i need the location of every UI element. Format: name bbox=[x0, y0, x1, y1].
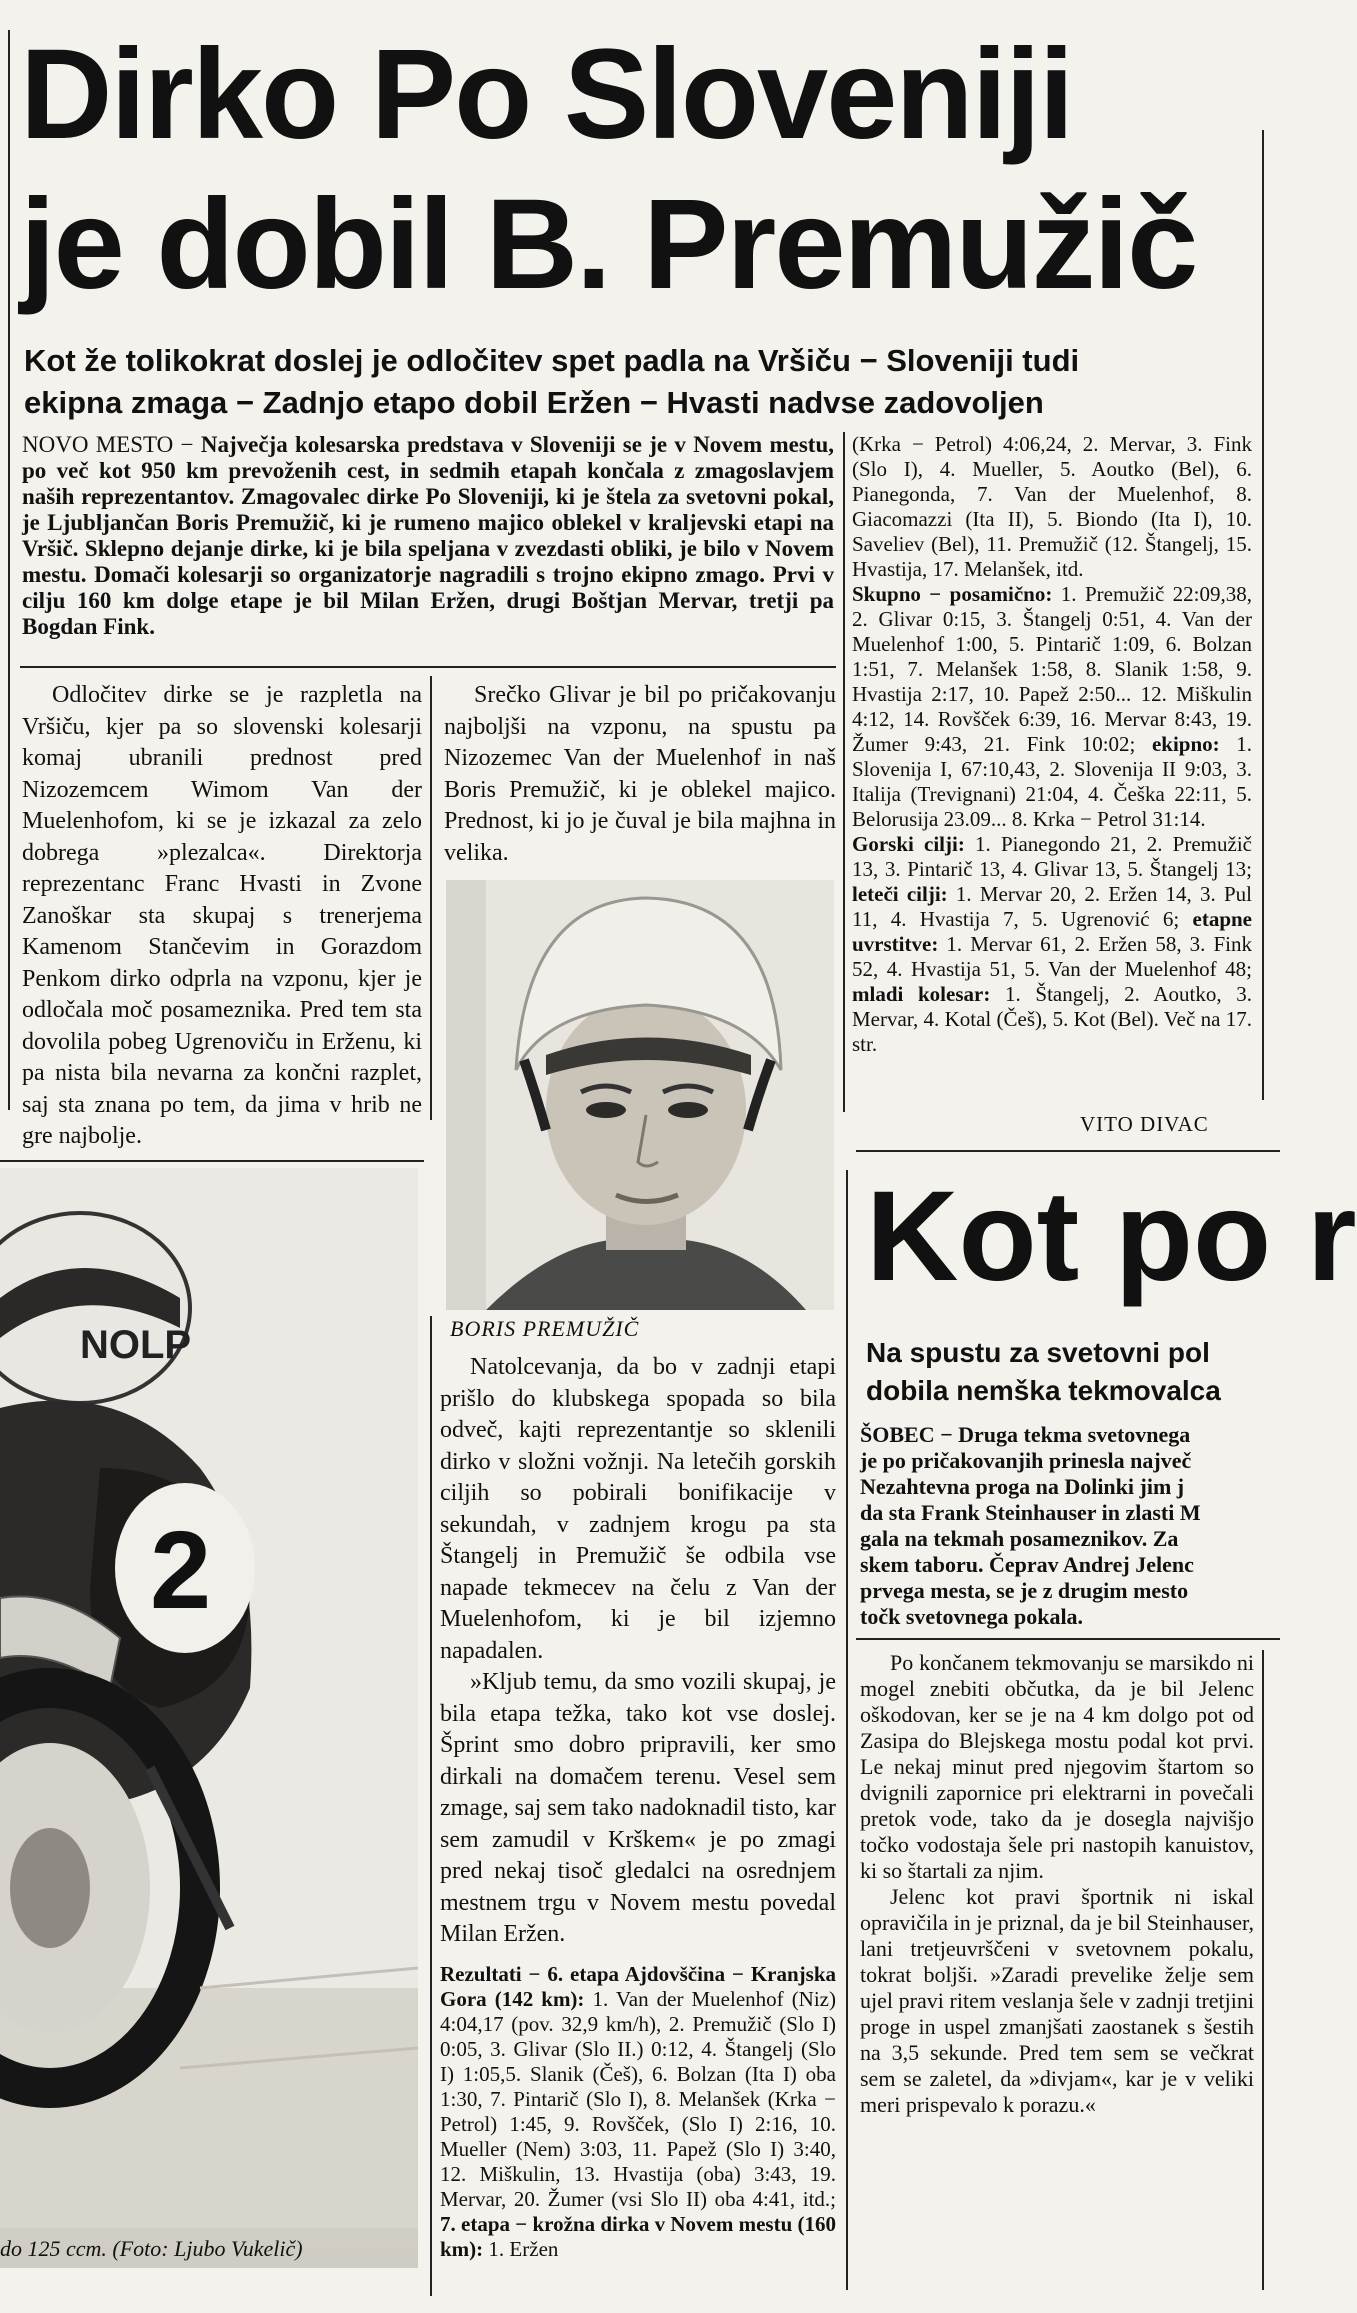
lead-paragraph bbox=[22, 432, 834, 640]
portrait-caption: BORIS PREMUŽIČ bbox=[450, 1316, 640, 1341]
results-text: 1. Van der Muelenhof (Niz) 4:04,17 (pov. 32,9 km/h), 2. Premužič (Slo I) 0:05, 3. Glivar (Slo II.) 0:12, 4. Štangelj (Slo I) 1:05,5. Slanik (Češ), 6. Bolzan (Ita I) oba 1:30, 7. Pintarič (Slo I), 8. Melanšek (Krka − Petrol) 1:45, 9. Rovšček, (Slo I) 2:16, 10. Mueller (Nem) 3:03, 11. Papež (Slo I) 3:40, 12. Miškulin, 13. Hvastija (oba) 3:43, 19. Mervar, 20. Žumer (vsi Slo II) oba 4:41, itd.; bbox=[440, 1987, 836, 2211]
svg-text:NOLP: NOLP bbox=[80, 1323, 192, 1367]
second-lead-line-8: točk svetovnega pokala. bbox=[860, 1604, 1084, 1629]
second-lead-line-5: gala na tekmah posameznikov. Za bbox=[860, 1526, 1179, 1551]
lead-dateline: NOVO MESTO − bbox=[22, 432, 194, 457]
second-lead-line-2: je po pričakovanjih prinesla največ bbox=[860, 1448, 1192, 1473]
second-lead-line-3: Nezahtevna proga na Dolinki jim j bbox=[860, 1474, 1185, 1499]
motorcycle-photo bbox=[0, 1168, 418, 2268]
column-2-top bbox=[444, 680, 836, 869]
mountain-label: Gorski cilji: bbox=[852, 832, 965, 856]
young-text: 1. Štangelj, 2. Aoutko, 3. Mervar, 4. Kotal (Češ), 5. Kot (Bel). Več na 17. str. bbox=[852, 982, 1253, 1056]
second-article-subheadline bbox=[866, 1334, 1280, 1410]
svg-text:2: 2 bbox=[150, 1509, 212, 1632]
second-article-body bbox=[860, 1650, 1254, 2118]
young-label: mladi kolesar: bbox=[852, 982, 991, 1006]
sprint-label: leteči cilji: bbox=[852, 882, 948, 906]
overall-text: 1. Premužič 22:09,38, 2. Glivar 0:15, 3. Štangelj 0:51, 4. Van der Muelenhof 1:00, 5. Pintarič 1:09, 6. Bolzan 1:51, 7. Melanšek 1:58, 8. Slanik 1:58, 9. Hvastija 2:17, 10. Papež 2:50... 12. Miškulin 4:12, 14. Rovšček 6:39, 16. Mervar 8:43, 19. Žumer 9:43, 21. Fink 10:02; bbox=[852, 582, 1253, 756]
column-separator-1 bbox=[430, 676, 432, 1120]
mountain-text: 1. Pianegondo 21, 2. Premužič 13, 3. Pintarič 13, 4. Glivar 13, 5. Štangelj 13; bbox=[852, 832, 1252, 881]
portrait-image bbox=[446, 880, 834, 1310]
left-border-rule bbox=[8, 30, 10, 1110]
motorcycle-caption: do 125 ccm. (Foto: Ljubo Vukelič) bbox=[0, 2236, 303, 2261]
headline-line-1: Dirko Po Sloveniji bbox=[20, 23, 1073, 166]
second-lead-line-4: da sta Frank Steinhauser in zlasti M bbox=[860, 1500, 1201, 1525]
stage7-continued: (Krka − Petrol) 4:06,24, 2. Mervar, 3. Fink (Slo I), 4. Mueller, 5. Aoutko (Bel), 6. Pianegonda, 7. Van der Muelenhof, 8. Giacomazzi (Ita II), 5. Biondo (Ita I), 10. Saveliev (Bel), 11. Premužič (12. Štangelj, 15. Hvastija, 17. Melanšek, itd. bbox=[852, 432, 1252, 581]
second-lead-line-1: ŠOBEC − Druga tekma svetovnega bbox=[860, 1422, 1191, 1447]
byline: VITO DIVAC bbox=[1080, 1112, 1209, 1136]
headline-line-2: je dobil B. Premužič bbox=[20, 173, 1197, 316]
second-sub-line-2: dobila nemška tekmovalca bbox=[866, 1375, 1221, 1406]
subheadline-line-1: Kot že tolikokrat doslej je odločitev spet padla na Vršiču − Sloveniji tudi bbox=[24, 343, 1080, 378]
second-lead-underline-rule bbox=[856, 1638, 1280, 1640]
column-2-paragraph-2: »Kljub temu, da smo vozili skupaj, je bila etapa težka, tako kot vse doslej. Šprint smo dobro pripravili, ker smo dirkali na domačem terenu. Vesel sem zmage, saj sem tako nadoknadil tisto, kar sem zamudil v Krškem« je po zmagi pred nekaj tisoč gledalci na osrednjem mestnem trgu v Novem mestu povedal Milan Eržen. bbox=[440, 1669, 836, 1947]
column-1 bbox=[22, 680, 422, 1153]
subheadline bbox=[24, 340, 1274, 424]
photo-top-rule bbox=[0, 1160, 424, 1162]
teams-label: ekipno: bbox=[1151, 732, 1220, 756]
stage7-text: 1. Eržen bbox=[488, 2237, 559, 2261]
portrait-photo bbox=[446, 880, 834, 1310]
sprint-text: 1. Mervar 20, 2. Eržen 14, 3. Pul 11, 4. Hvastija 7, 5. Ugrenović 6; bbox=[852, 882, 1253, 931]
second-body-paragraph-1: Po končanem tekmovanju se marsikdo ni mogel znebiti občutka, da je bil Jelenc oškodovan, ker se je na 4 km dolgo pot od Zasipa do Blejskega mostu podal kot prvi. Le nekaj minut pred njegovim štartom so dvignili zapornice pri elektrarni in povečali pretok vode, tako da je dosegla najvišjo točko vodostaja šele pri nastopih kanuistov, ki so štartali za njim. bbox=[860, 1650, 1254, 1883]
second-article-headline: Kot po r bbox=[866, 1165, 1357, 1308]
second-lead-line-7: prvega mesta, se je z drugim mesto bbox=[860, 1578, 1189, 1603]
column-separator-3 bbox=[430, 1316, 432, 2296]
column-separator-4 bbox=[846, 1170, 848, 2290]
main-headline bbox=[20, 20, 1270, 320]
teams-text: 1. Slovenija I, 67:10,43, 2. Slovenija II 9:03, 3. Italija (Trevignani) 21:04, 4. Češka 22:11, 5. Belorusija 23.09... 8. Krka − Petrol 31:14. bbox=[852, 732, 1252, 831]
stages-label: etapne uvrstitve: bbox=[852, 907, 1252, 956]
second-body-paragraph-2: Jelenc kot pravi športnik ni iskal opravičila in je priznal, da je bil Steinhauser, lani tretjeuvrščeni v svetovnem pokalu, tokrat boljši. »Zaradi prevelike želje sem ujel pravi ritem veslanja šele v zadnji tretjini proge in uspel zmanjšati zaostanek s šestih na 3,5 sekunde. Pred tem sem se večkrat sem se zaletel, da »divjam«, kar je v veliki meri prispevalo k porazu.« bbox=[860, 1884, 1254, 2117]
subheadline-line-2: ekipna zmaga − Zadnjo etapo dobil Eržen − Hvasti nadvse zadovoljen bbox=[24, 385, 1044, 420]
lead-underline-rule bbox=[20, 666, 836, 668]
column-2-paragraph-1: Natolcevanja, da bo v zadnji etapi prišlo do klubskega spopada so bila odveč, kajti reprezentantje so sklenili dirko v složni vožnji. Na letečih gorskih ciljih so pobirali bonifikacije v sekundah, v zadnjem krogu pa sta Štangelj in Premužič še odbila vse napade tekmecev na čelu z Van der Muelenhofom, ki je bil izjemno napadalen. bbox=[440, 1354, 836, 1664]
stage-results bbox=[440, 1962, 836, 2262]
second-article-lead bbox=[860, 1422, 1280, 1630]
second-sub-line-1: Na spustu za svetovni pol bbox=[866, 1337, 1210, 1368]
column-separator-2 bbox=[843, 432, 845, 1112]
motorcycle-image bbox=[0, 1168, 418, 2228]
overall-label: Skupno − posamično: bbox=[852, 582, 1053, 606]
second-article-right-rule bbox=[1262, 1650, 1264, 2290]
second-article-top-rule bbox=[856, 1150, 1280, 1152]
results-label: Rezultati − 6. etapa Ajdovščina − Kranjska Gora (142 km): bbox=[440, 1962, 836, 2011]
column-2-continued bbox=[440, 1352, 836, 1951]
column-1-text: Odločitev dirke se je razpletla na Vršiču, kjer pa so slovenski kolesarji komaj ubranili prednost pred Nizozemcem Wimom Van der Muelenhofom, ki se je izkazal za zelo dobrega »plezalca«. Direktorja reprezentanc Franc Hvasti in Zvone Zanoškar sta skupaj s trenerjema Kamenom Stančevim in Gorazdom Penkom dirko odprla na vzponu, kjer je odločala moč posameznika. Pred tem sta dovolila pobeg Ugrenoviču in Erženu, ki pa nista bila nevarna za končni razplet, saj sta znana po tem, da jima v hrib ne gre najbolje. bbox=[22, 682, 422, 1149]
lead-text: Največja kolesarska predstava v Sloveniji se je v Novem mestu, po več kot 950 km prevoženih cest, in sedmih etapah končala z zmagoslavjem naših reprezentantov. Zmagovalec dirke Po Sloveniji, ki je štela za svetovni pokal, je Ljubljančan Boris Premužič, ki je rumeno majico oblekel v kraljevski etapi na Vršič. Sklepno dejanje dirke, ki je bila speljana v zvezdasti obliki, je bilo v Novem mestu. Domači kolesarji so organizatorje nagradili s trojno ekipno zmago. Prvi v cilju 160 km dolge etape je bil Milan Eržen, drugi Boštjan Mervar, tretji pa Bogdan Fink. bbox=[22, 432, 834, 639]
stage7-label: 7. etapa − krožna dirka v Novem mestu (160 km): bbox=[440, 2212, 836, 2261]
column-3-results bbox=[852, 432, 1252, 1057]
column-2-text: Srečko Glivar je bil po pričakovanju najboljši na vzponu, na spustu pa Nizozemec Van der Muelenhof in naš Boris Premužič, ki je oblekel majico. Prednost, ki jo je čuval je bila majhna in velika. bbox=[444, 682, 836, 866]
stages-text: 1. Mervar 61, 2. Eržen 58, 3. Fink 52, 4. Hvastija 51, 5. Van der Muelenhof 48; bbox=[852, 932, 1253, 981]
second-lead-line-6: skem taboru. Čeprav Andrej Jelenc bbox=[860, 1552, 1194, 1577]
